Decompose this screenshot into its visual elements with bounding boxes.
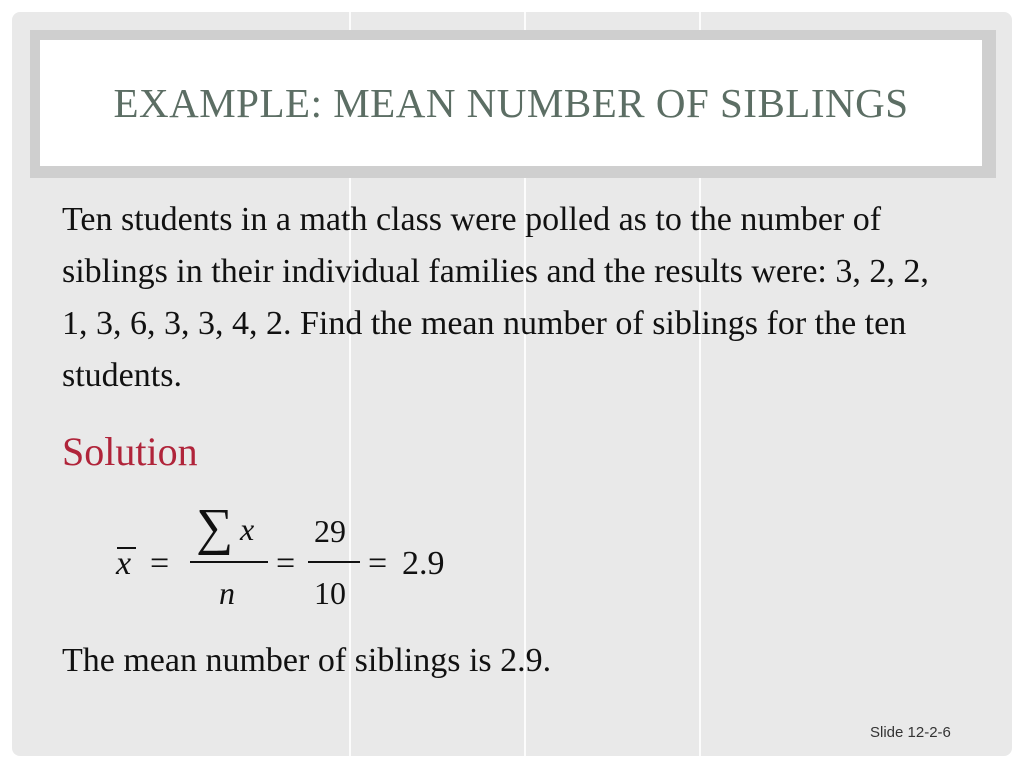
slide-title: EXAMPLE: MEAN NUMBER OF SIBLINGS	[113, 80, 909, 126]
title-box	[40, 40, 982, 166]
formula-equals-3: =	[368, 545, 388, 582]
formula-equals-2: =	[276, 545, 296, 582]
title-frame	[30, 30, 996, 178]
formula-denominator-10: 10	[314, 575, 346, 611]
conclusion-text: The mean number of siblings is 2.9.	[62, 642, 552, 679]
formula-xbar: x	[116, 545, 132, 582]
formula-sum-var: x	[240, 511, 255, 547]
problem-text: Ten students in a math class were polled as to the number of siblings in their individual families and the results were: 3, 2, 2, 1, 3, 6, 3, 3, 4, 2. Find the mean number of siblings for the ten students.	[62, 201, 929, 394]
slide	[12, 12, 1012, 756]
formula-result: 2.9	[402, 545, 445, 582]
mean-formula	[102, 496, 502, 616]
formula-numerator-29: 29	[314, 513, 346, 549]
formula-equals-1: =	[150, 545, 170, 582]
sigma-symbol: ∑	[196, 499, 234, 556]
formula-denominator: n	[219, 575, 235, 611]
slide-number: Slide 12-2-6	[870, 724, 951, 741]
solution-heading: Solution	[62, 429, 198, 474]
